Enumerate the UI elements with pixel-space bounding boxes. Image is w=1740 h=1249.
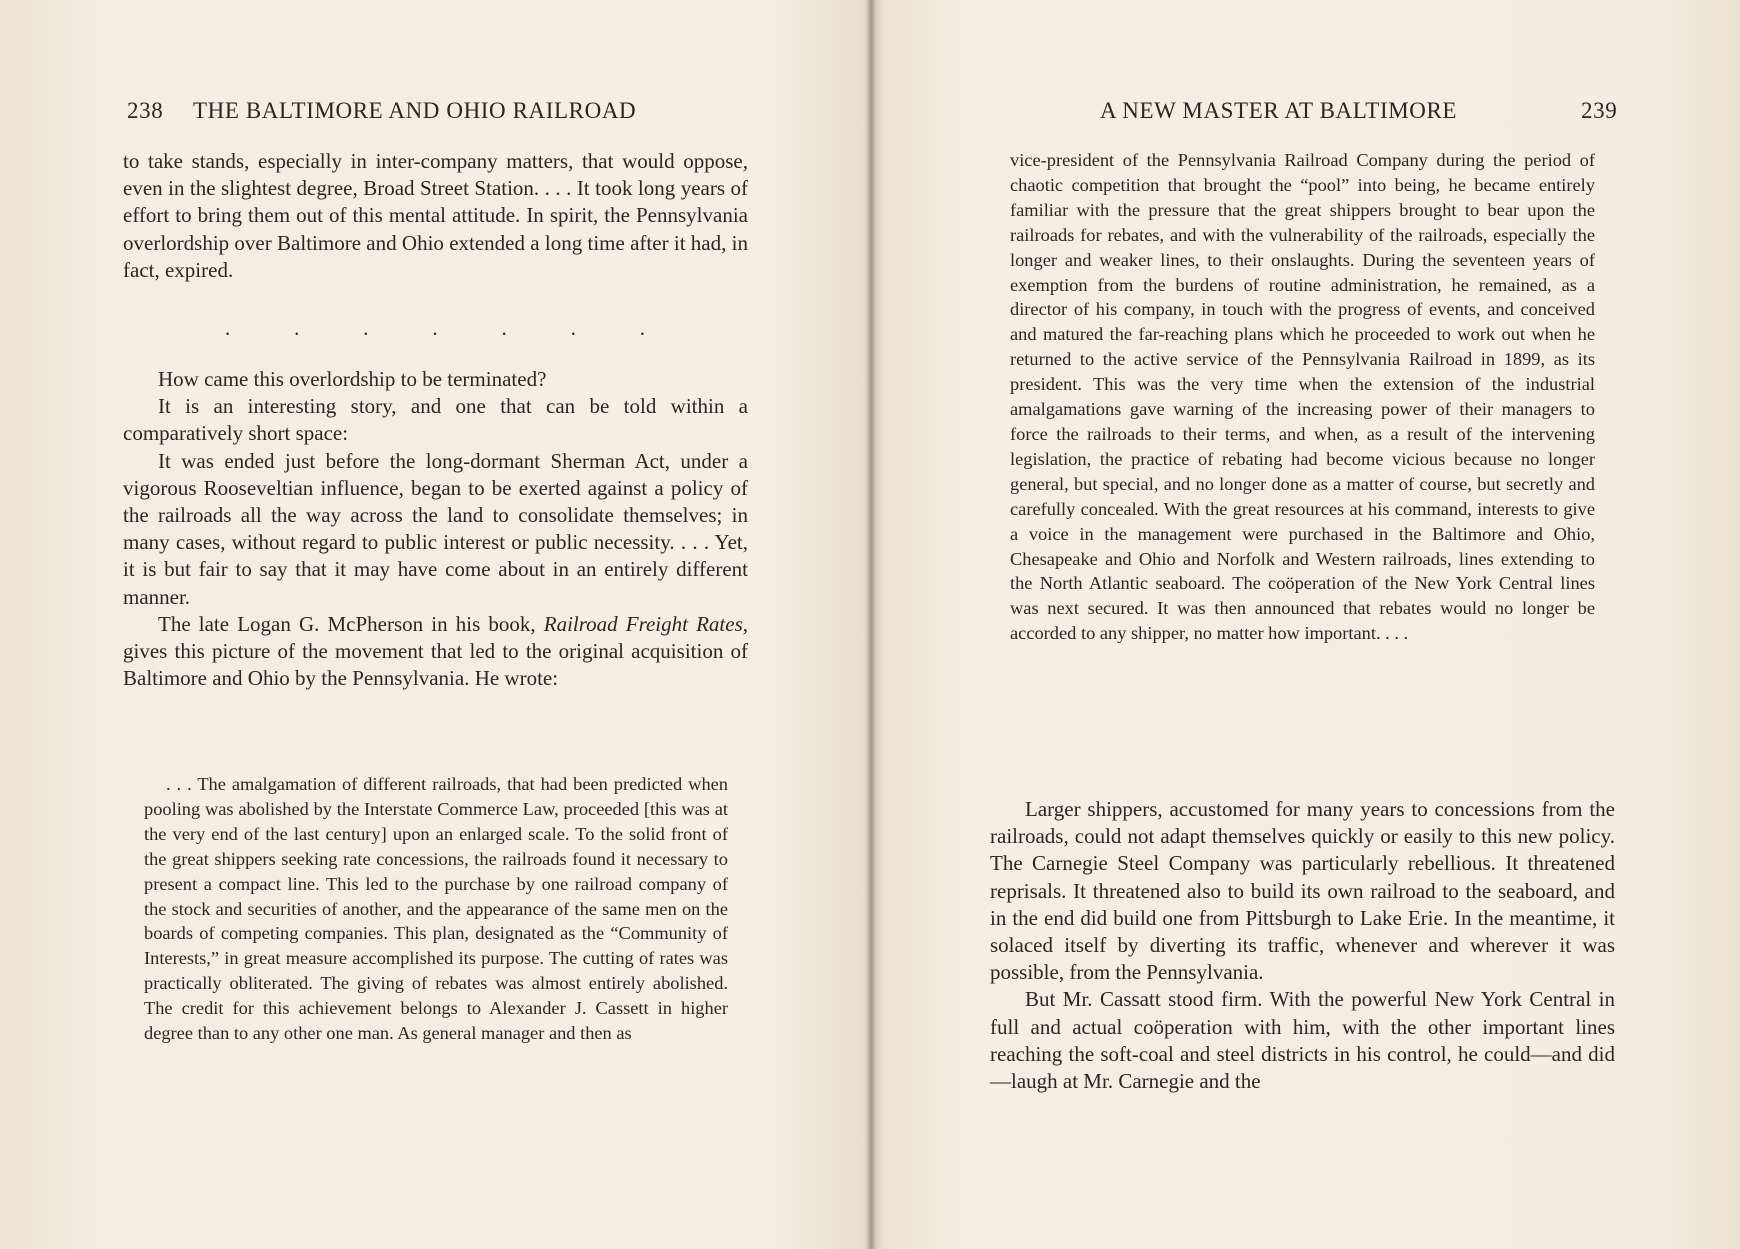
right-page-number: 239 — [1581, 98, 1618, 123]
left-running-title: THE BALTIMORE AND OHIO RAILROAD — [193, 98, 637, 123]
book-title: Railroad Freight Rates — [543, 611, 743, 636]
right-page — [870, 0, 1740, 1249]
mcpherson-text-after: , gives this picture of the movement that led to the original acquisition of Baltimore and Ohio by the Pennsylvania. He wrote: — [123, 611, 748, 691]
paragraph-question: How came this overlordship to be terminated? — [158, 367, 547, 391]
section-break-dot: . — [363, 316, 369, 340]
left-main-text — [123, 366, 748, 692]
block-quote-continued: vice-president of the Pennsylvania Railroad Company during the period of chaotic competition that brought the “pool” into being, he became entirely familiar with the pressure that the great shippers brought to bear upon the railroads for rebates, and with the vulnerability of the railroads, especially the longer and weaker lines, to their onslaughts. During the seventeen years of exemption from the burdens of routine administration, he remained, as a director of his company, in touch with the progress of events, and conceived and matured the far-reaching plans which he proceeded to work out when he returned to the active service of the Pennsylvania Railroad in 1899, as its president. This was the very time when the extension of the industrial amalgamations gave warning of the increasing power of their managers to force the railroads to their terms, and when, as a result of the intervening legislation, the practice of rebating had become vicious because no longer general, but special, and no longer done as a matter of course, but secretly and carefully concealed. With the great resources at his command, interests to give a voice in the management were purchased in the Baltimore and Ohio, Chesapeake and Ohio and Norfolk and Western railroads, lines extending to the North Atlantic seaboard. The coöperation of the New York Central lines was next secured. It was then announced that rebates would no longer be accorded to any shipper, no matter how important. . . . — [1010, 150, 1595, 644]
section-break-dot: . — [501, 316, 507, 340]
right-main-text — [990, 796, 1615, 1095]
left-page-number: 238 — [127, 98, 164, 123]
section-break-dot: . — [432, 316, 438, 340]
paragraph-cassatt: But Mr. Cassatt stood firm. With the powerful New York Central in full and actual coöperation with him, with the other important lines reaching the soft-coal and steel districts in his control, he could—and did—laugh at Mr. Carnegie and the — [990, 987, 1615, 1094]
section-break-dot: . — [570, 316, 576, 340]
section-break-dot: . — [294, 316, 300, 340]
section-break — [225, 318, 645, 338]
block-quote-extract: . . . The amalgamation of different railroads, that had been predicted when pooling was abolished by the Interstate Commerce Law, proceeded [this was at the very end of the last century] upon an enlarged scale. To the solid front of the great shippers seeking rate concessions, the railroads found it necessary to present a compact line. This led to the purchase by one railroad company of the stock and securities of another, and the appearance of the same men on the boards of competing companies. This plan, designated as the “Community of Interests,” in great measure accomplished its purpose. The cutting of rates was practically obliterated. The giving of rebates was almost entirely abolished. The credit for this achievement belongs to Alexander J. Cassett in higher degree than to any other one man. As general manager and then as — [144, 774, 728, 1044]
section-break-dot: . — [639, 316, 645, 340]
paragraph-ended: It was ended just before the long-dormant Sherman Act, under a vigorous Rooseveltian influence, began to be exerted against a policy of the railroads all the way across the land to consolidate themselves; in many cases, without regard to public interest or public necessity. . . . Yet, it is but fair to say that it may have come about in an entirely different manner. — [123, 448, 748, 609]
paragraph-story: It is an interesting story, and one that can be told within a comparatively short space: — [123, 394, 748, 446]
paragraph-mcpherson — [123, 611, 748, 693]
paragraph-shippers: Larger shippers, accustomed for many years to concessions from the railroads, could not adapt themselves quickly or easily to this new policy. The Carnegie Steel Company was particularly rebellious. It threatened reprisals. It threatened also to build its own railroad to the seaboard, and in the end did build one from Pittsburgh to Lake Erie. In the meantime, it solaced itself by diverting its traffic, whenever and wherever it was possible, from the Pennsylvania. — [990, 797, 1615, 985]
right-running-title: A NEW MASTER AT BALTIMORE — [1100, 98, 1458, 123]
section-break-dot: . — [225, 316, 231, 340]
continued-paragraph: to take stands, especially in inter-company matters, that would oppose, even in the slightest degree, Broad Street Station. . . . It took long years of effort to bring them out of this mental attitude. In spirit, the Pennsylvania overlordship over Baltimore and Ohio extended a long time after it had, in fact, expired. — [123, 149, 748, 282]
mcpherson-text-before: The late Logan G. McPherson in his book, — [158, 611, 544, 636]
